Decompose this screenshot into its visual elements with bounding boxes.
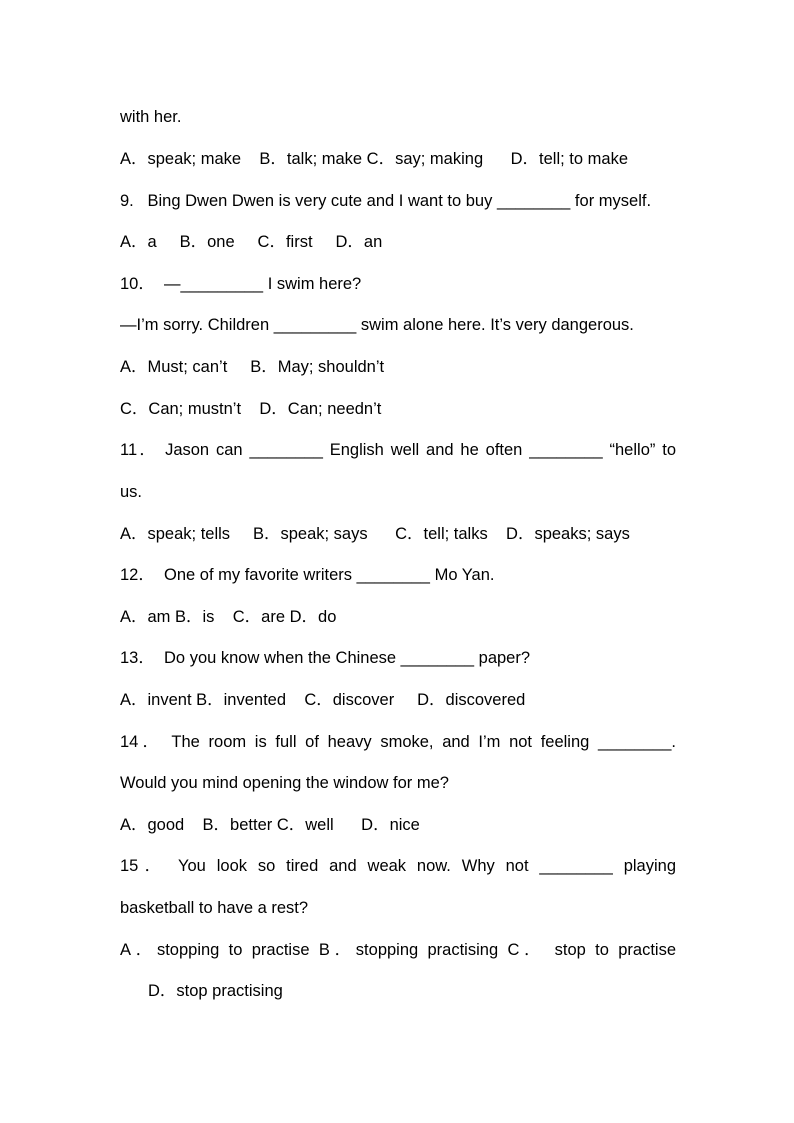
q8-options: A．speak; make B．talk; make C．say; making D．tell; to make — [120, 150, 628, 168]
q11-stem: 11． Jason can ________ English well and he often ________ “hello” to — [120, 441, 676, 459]
q9-stem: 9. Bing Dwen Dwen is very cute and I want to buy ________ for myself. — [120, 192, 652, 210]
q15-option-d: D．stop practising — [148, 982, 283, 1000]
q9-options: A．a B．one C．first D．an — [120, 233, 383, 251]
q10-options-ab: A．Must; can’t B．May; shouldn’t — [120, 358, 385, 376]
q15-stem: 15． You look so tired and weak now. Why not ________ playing — [120, 857, 676, 875]
q15-options-abc: A．stopping to practise B．stopping practising C． stop to practise — [120, 941, 676, 959]
q11-options: A．speak; tells B．speak; says C．tell; talks D．speaks; says — [120, 525, 630, 543]
q10-stem: 10． —_________ I swim here? — [120, 275, 362, 293]
q11-stem-continuation: us. — [120, 483, 143, 501]
q12-options: A．am B．is C．are D．do — [120, 608, 337, 626]
q12-stem: 12． One of my favorite writers ________ Mo Yan. — [120, 566, 495, 584]
q8-continuation: with her. — [120, 108, 182, 126]
q13-options: A．invent B．invented C．discover D．discovered — [120, 691, 526, 709]
q10-options-cd: C．Can; mustn’t D．Can; needn’t — [120, 400, 382, 418]
q13-stem: 13． Do you know when the Chinese ________ paper? — [120, 649, 531, 667]
q14-options: A．good B．better C．well D．nice — [120, 816, 420, 834]
q14-stem-continuation: Would you mind opening the window for me? — [120, 774, 449, 792]
q15-stem-continuation: basketball to have a rest? — [120, 899, 309, 917]
q14-stem: 14． The room is full of heavy smoke, and I’m not feeling ________. — [120, 733, 676, 751]
q10-response: —I’m sorry. Children _________ swim alone here. It’s very dangerous. — [120, 316, 634, 334]
